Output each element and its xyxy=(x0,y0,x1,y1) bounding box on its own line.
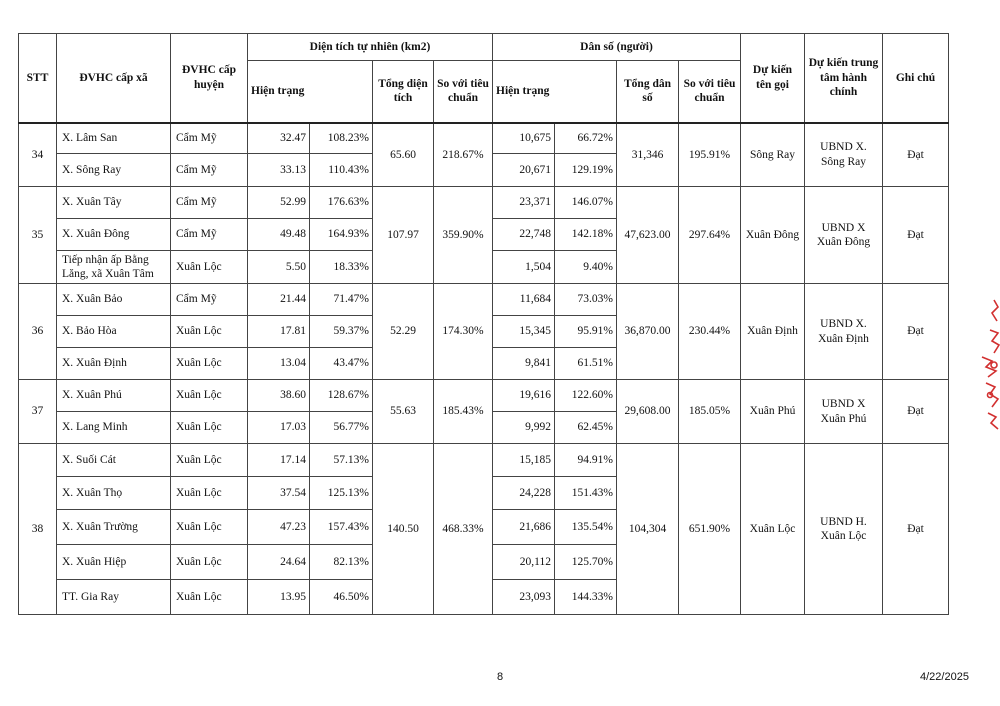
pop-cell: 10,675 xyxy=(493,123,555,154)
area-cell: 17.03 xyxy=(248,412,310,444)
area-cell: 38.60 xyxy=(248,380,310,412)
pop-pct-cell: 129.19% xyxy=(555,154,617,187)
xa-cell: Tiếp nhận ấp Bằng Lăng, xã Xuân Tâm xyxy=(57,251,171,284)
area-pct-cell: 57.13% xyxy=(310,444,373,477)
total-pop-pct-cell: 185.05% xyxy=(679,380,741,444)
proposed-name-cell: Xuân Đông xyxy=(741,187,805,284)
pop-cell: 15,185 xyxy=(493,444,555,477)
total-pop-cell: 36,870.00 xyxy=(617,284,679,380)
total-area-cell: 140.50 xyxy=(373,444,434,615)
area-cell: 52.99 xyxy=(248,187,310,219)
stt-cell: 34 xyxy=(19,123,57,187)
huyen-cell: Xuân Lộc xyxy=(171,580,248,615)
admin-unit-table xyxy=(18,33,949,615)
pop-pct-cell: 144.33% xyxy=(555,580,617,615)
area-cell: 49.48 xyxy=(248,219,310,251)
header-xa: ĐVHC cấp xã xyxy=(57,34,171,123)
area-pct-cell: 18.33% xyxy=(310,251,373,284)
xa-cell: X. Xuân Định xyxy=(57,348,171,380)
huyen-cell: Xuân Lộc xyxy=(171,251,248,284)
area-pct-cell: 46.50% xyxy=(310,580,373,615)
total-area-pct-cell: 468.33% xyxy=(434,444,493,615)
pop-pct-cell: 151.43% xyxy=(555,477,617,510)
footer-date: 4/22/2025 xyxy=(920,671,969,683)
total-area-cell: 107.97 xyxy=(373,187,434,284)
total-pop-cell: 31,346 xyxy=(617,123,679,187)
table-header xyxy=(19,34,949,123)
pop-cell: 9,841 xyxy=(493,348,555,380)
total-area-pct-cell: 359.90% xyxy=(434,187,493,284)
pop-pct-cell: 66.72% xyxy=(555,123,617,154)
area-pct-cell: 82.13% xyxy=(310,545,373,580)
total-pop-pct-cell: 230.44% xyxy=(679,284,741,380)
huyen-cell: Cẩm Mỹ xyxy=(171,187,248,219)
pop-cell: 9,992 xyxy=(493,412,555,444)
header-hien-trang-pop: Hiện trạng xyxy=(493,61,617,123)
area-pct-cell: 56.77% xyxy=(310,412,373,444)
proposed-name-cell: Xuân Lộc xyxy=(741,444,805,615)
huyen-cell: Xuân Lộc xyxy=(171,510,248,545)
pop-pct-cell: 61.51% xyxy=(555,348,617,380)
proposed-center-cell: UBND X Xuân Phú xyxy=(805,380,883,444)
area-pct-cell: 43.47% xyxy=(310,348,373,380)
pop-pct-cell: 122.60% xyxy=(555,380,617,412)
area-cell: 24.64 xyxy=(248,545,310,580)
header-dan-so: Dân số (người) xyxy=(493,34,741,61)
area-cell: 13.95 xyxy=(248,580,310,615)
total-pop-pct-cell: 651.90% xyxy=(679,444,741,615)
pop-cell: 20,112 xyxy=(493,545,555,580)
huyen-cell: Cẩm Mỹ xyxy=(171,123,248,154)
proposed-center-cell: UBND X. Sông Ray xyxy=(805,123,883,187)
total-area-cell: 65.60 xyxy=(373,123,434,187)
area-pct-cell: 59.37% xyxy=(310,316,373,348)
area-cell: 17.14 xyxy=(248,444,310,477)
xa-cell: X. Bảo Hòa xyxy=(57,316,171,348)
huyen-cell: Xuân Lộc xyxy=(171,412,248,444)
huyen-cell: Xuân Lộc xyxy=(171,316,248,348)
area-pct-cell: 164.93% xyxy=(310,219,373,251)
xa-cell: X. Xuân Phú xyxy=(57,380,171,412)
xa-cell: X. Suối Cát xyxy=(57,444,171,477)
pop-cell: 11,684 xyxy=(493,284,555,316)
pop-cell: 20,671 xyxy=(493,154,555,187)
pop-cell: 21,686 xyxy=(493,510,555,545)
header-so-voi-tieu-chuan-area: So với tiêu chuẩn xyxy=(434,61,493,123)
stt-cell: 37 xyxy=(19,380,57,444)
proposed-name-cell: Xuân Định xyxy=(741,284,805,380)
area-pct-cell: 110.43% xyxy=(310,154,373,187)
pop-pct-cell: 142.18% xyxy=(555,219,617,251)
area-cell: 17.81 xyxy=(248,316,310,348)
table-row xyxy=(19,284,949,316)
header-huyen: ĐVHC cấp huyện xyxy=(171,34,248,123)
header-tong-dien-tich: Tổng diện tích xyxy=(373,61,434,123)
pop-pct-cell: 94.91% xyxy=(555,444,617,477)
proposed-center-cell: UBND H. Xuân Lộc xyxy=(805,444,883,615)
page-number: 8 xyxy=(496,671,504,683)
area-cell: 5.50 xyxy=(248,251,310,284)
pop-cell: 24,228 xyxy=(493,477,555,510)
total-pop-cell: 47,623.00 xyxy=(617,187,679,284)
pop-pct-cell: 135.54% xyxy=(555,510,617,545)
header-hien-trang-area: Hiện trạng xyxy=(248,61,373,123)
area-cell: 13.04 xyxy=(248,348,310,380)
pop-pct-cell: 9.40% xyxy=(555,251,617,284)
stt-cell: 35 xyxy=(19,187,57,284)
pop-cell: 23,371 xyxy=(493,187,555,219)
area-pct-cell: 176.63% xyxy=(310,187,373,219)
total-area-cell: 55.63 xyxy=(373,380,434,444)
pop-pct-cell: 146.07% xyxy=(555,187,617,219)
pop-pct-cell: 125.70% xyxy=(555,545,617,580)
area-pct-cell: 128.67% xyxy=(310,380,373,412)
area-cell: 37.54 xyxy=(248,477,310,510)
pop-cell: 1,504 xyxy=(493,251,555,284)
total-area-cell: 52.29 xyxy=(373,284,434,380)
header-du-kien-ten: Dự kiến tên gọi xyxy=(741,34,805,123)
xa-cell: X. Lâm San xyxy=(57,123,171,154)
xa-cell: X. Sông Ray xyxy=(57,154,171,187)
xa-cell: X. Xuân Hiệp xyxy=(57,545,171,580)
area-cell: 21.44 xyxy=(248,284,310,316)
proposed-name-cell: Sông Ray xyxy=(741,123,805,187)
note-cell: Đạt xyxy=(883,187,949,284)
pop-pct-cell: 95.91% xyxy=(555,316,617,348)
table-row xyxy=(19,187,949,219)
xa-cell: X. Lang Minh xyxy=(57,412,171,444)
pop-pct-cell: 73.03% xyxy=(555,284,617,316)
note-cell: Đạt xyxy=(883,444,949,615)
xa-cell: X. Xuân Thọ xyxy=(57,477,171,510)
stt-cell: 36 xyxy=(19,284,57,380)
header-ghi-chu: Ghi chú xyxy=(883,34,949,123)
total-pop-pct-cell: 297.64% xyxy=(679,187,741,284)
area-pct-cell: 71.47% xyxy=(310,284,373,316)
total-pop-pct-cell: 195.91% xyxy=(679,123,741,187)
pop-cell: 23,093 xyxy=(493,580,555,615)
area-pct-cell: 108.23% xyxy=(310,123,373,154)
header-du-kien-trung-tam: Dự kiến trung tâm hành chính xyxy=(805,34,883,123)
header-stt: STT xyxy=(19,34,57,123)
area-cell: 47.23 xyxy=(248,510,310,545)
table-row xyxy=(19,444,949,477)
huyen-cell: Xuân Lộc xyxy=(171,348,248,380)
total-area-pct-cell: 185.43% xyxy=(434,380,493,444)
pop-pct-cell: 62.45% xyxy=(555,412,617,444)
proposed-name-cell: Xuân Phú xyxy=(741,380,805,444)
pop-cell: 22,748 xyxy=(493,219,555,251)
area-cell: 32.47 xyxy=(248,123,310,154)
header-dien-tich: Diện tích tự nhiên (km2) xyxy=(248,34,493,61)
stt-cell: 38 xyxy=(19,444,57,615)
xa-cell: X. Xuân Trường xyxy=(57,510,171,545)
pop-cell: 19,616 xyxy=(493,380,555,412)
huyen-cell: Xuân Lộc xyxy=(171,477,248,510)
xa-cell: X. Xuân Bảo xyxy=(57,284,171,316)
xa-cell: TT. Gia Ray xyxy=(57,580,171,615)
huyen-cell: Cẩm Mỹ xyxy=(171,154,248,187)
total-pop-cell: 29,608.00 xyxy=(617,380,679,444)
note-cell: Đạt xyxy=(883,380,949,444)
table-row xyxy=(19,380,949,412)
header-so-voi-tieu-chuan-pop: So với tiêu chuẩn xyxy=(679,61,741,123)
total-area-pct-cell: 174.30% xyxy=(434,284,493,380)
area-pct-cell: 157.43% xyxy=(310,510,373,545)
proposed-center-cell: UBND X. Xuân Định xyxy=(805,284,883,380)
header-tong-dan-so: Tổng dân số xyxy=(617,61,679,123)
huyen-cell: Cẩm Mỹ xyxy=(171,219,248,251)
pop-cell: 15,345 xyxy=(493,316,555,348)
total-area-pct-cell: 218.67% xyxy=(434,123,493,187)
red-stamp-mark xyxy=(968,295,1000,435)
note-cell: Đạt xyxy=(883,284,949,380)
xa-cell: X. Xuân Đông xyxy=(57,219,171,251)
area-cell: 33.13 xyxy=(248,154,310,187)
table-body xyxy=(19,123,949,615)
note-cell: Đạt xyxy=(883,123,949,187)
xa-cell: X. Xuân Tây xyxy=(57,187,171,219)
huyen-cell: Xuân Lộc xyxy=(171,380,248,412)
huyen-cell: Xuân Lộc xyxy=(171,545,248,580)
area-pct-cell: 125.13% xyxy=(310,477,373,510)
huyen-cell: Xuân Lộc xyxy=(171,444,248,477)
proposed-center-cell: UBND X Xuân Đông xyxy=(805,187,883,284)
table-row xyxy=(19,123,949,154)
huyen-cell: Cẩm Mỹ xyxy=(171,284,248,316)
total-pop-cell: 104,304 xyxy=(617,444,679,615)
